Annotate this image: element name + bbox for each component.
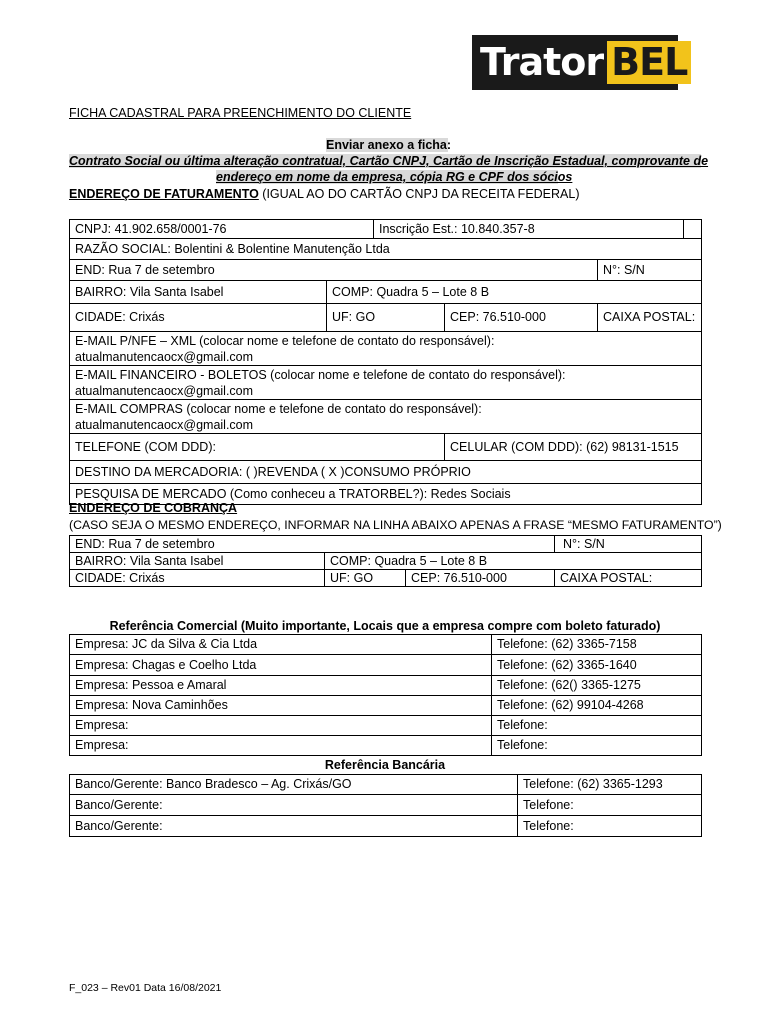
- attach-line-2: endereço em nome da empresa, cópia RG e CPF dos sócios: [216, 170, 573, 184]
- email-financeiro-label: E-MAIL FINANCEIRO - BOLETOS (colocar nome e telefone de contato do responsável):: [75, 368, 566, 382]
- commercial-table: [69, 634, 702, 756]
- commercial-empresa-1[interactable]: Empresa: JC da Silva & Cia Ltda: [70, 635, 492, 655]
- bank-gerente-3[interactable]: Banco/Gerente:: [70, 816, 518, 837]
- collection-number-field[interactable]: N°: S/N: [555, 536, 702, 553]
- email-compras-label: E-MAIL COMPRAS (colocar nome e telefone de contato do responsável):: [75, 402, 482, 416]
- billing-table: [69, 219, 702, 505]
- billing-caixa-field[interactable]: CAIXA POSTAL:: [598, 304, 702, 332]
- billing-cep-field[interactable]: CEP: 76.510-000: [445, 304, 598, 332]
- billing-address-field[interactable]: END: Rua 7 de setembro: [70, 260, 598, 281]
- collection-caixa-field[interactable]: CAIXA POSTAL:: [555, 570, 702, 587]
- ie-field[interactable]: Inscrição Est.: 10.840.357-8: [374, 220, 684, 239]
- bank-telefone-1[interactable]: Telefone: (62) 3365-1293: [518, 775, 702, 795]
- email-compras-field[interactable]: [70, 400, 702, 434]
- commercial-telefone-3[interactable]: Telefone: (62() 3365-1275: [492, 676, 702, 696]
- collection-cep-field[interactable]: CEP: 76.510-000: [406, 570, 555, 587]
- logo-text-bel: BEL: [607, 41, 691, 84]
- commercial-empresa-2[interactable]: Empresa: Chagas e Coelho Ltda: [70, 655, 492, 676]
- tratorbel-logo: [472, 35, 688, 90]
- billing-comp-field[interactable]: COMP: Quadra 5 – Lote 8 B: [327, 281, 702, 304]
- commercial-heading: Referência Comercial (Muito importante, Locais que a empresa compre com boleto faturado): [109, 619, 661, 633]
- collection-table: [69, 535, 702, 587]
- commercial-empresa-6[interactable]: Empresa:: [70, 736, 492, 756]
- bank-gerente-2[interactable]: Banco/Gerente:: [70, 795, 518, 816]
- commercial-telefone-2[interactable]: Telefone: (62) 3365-1640: [492, 655, 702, 676]
- email-nfe-value: atualmanutencaocx@gmail.com: [75, 350, 254, 364]
- billing-city-field[interactable]: CIDADE: Crixás: [70, 304, 327, 332]
- bank-telefone-2[interactable]: Telefone:: [518, 795, 702, 816]
- billing-heading-note: (IGUAL AO DO CARTÃO CNPJ DA RECEITA FEDERAL): [258, 187, 580, 201]
- celular-field[interactable]: CELULAR (COM DDD): (62) 98131-1515: [445, 434, 702, 461]
- commercial-telefone-1[interactable]: Telefone: (62) 3365-7158: [492, 635, 702, 655]
- razao-social-field[interactable]: RAZÃO SOCIAL: Bolentini & Bolentine Manutenção Ltda: [70, 239, 702, 260]
- destino-mercadoria-field[interactable]: DESTINO DA MERCADORIA: ( )REVENDA ( X )CONSUMO PRÓPRIO: [70, 461, 702, 484]
- billing-heading: ENDEREÇO DE FATURAMENTO: [69, 187, 259, 201]
- billing-heading-line: [69, 187, 580, 201]
- form-title: FICHA CADASTRAL PARA PREENCHIMENTO DO CLIENTE: [69, 106, 412, 120]
- collection-heading: ENDEREÇO DE COBRANÇA: [69, 501, 238, 515]
- attach-line-1: Contrato Social ou última alteração contratual, Cartão CNPJ, Cartão de Inscrição Estadual, comprovante de: [69, 154, 709, 168]
- cnpj-field[interactable]: CNPJ: 41.902.658/0001-76: [70, 220, 374, 239]
- footer-code: F_023 – Rev01 Data 16/08/2021: [69, 982, 222, 994]
- billing-number-field[interactable]: N°: S/N: [598, 260, 702, 281]
- collection-comp-field[interactable]: COMP: Quadra 5 – Lote 8 B: [325, 553, 702, 570]
- email-financeiro-field[interactable]: [70, 366, 702, 400]
- billing-uf-field[interactable]: UF: GO: [327, 304, 445, 332]
- commercial-telefone-6[interactable]: Telefone:: [492, 736, 702, 756]
- pesquisa-mercado-field[interactable]: PESQUISA DE MERCADO (Como conheceu a TRATORBEL?): Redes Sociais: [70, 484, 702, 505]
- bank-telefone-3[interactable]: Telefone:: [518, 816, 702, 837]
- bank-gerente-1[interactable]: Banco/Gerente: Banco Bradesco – Ag. Crixás/GO: [70, 775, 518, 795]
- collection-note: (CASO SEJA O MESMO ENDEREÇO, INFORMAR NA LINHA ABAIXO APENAS A FRASE “MESMO FATURAMENTO”): [69, 518, 722, 532]
- billing-bairro-field[interactable]: BAIRRO: Vila Santa Isabel: [70, 281, 327, 304]
- logo-text-trator: Trator: [480, 40, 604, 84]
- commercial-telefone-5[interactable]: Telefone:: [492, 716, 702, 736]
- collection-uf-field[interactable]: UF: GO: [325, 570, 406, 587]
- commercial-empresa-3[interactable]: Empresa: Pessoa e Amaral: [70, 676, 492, 696]
- attach-title: Enviar anexo a ficha:: [326, 138, 452, 152]
- bank-heading: Referência Bancária: [324, 758, 446, 772]
- ie-extra-cell: [684, 220, 702, 239]
- commercial-empresa-4[interactable]: Empresa: Nova Caminhões: [70, 696, 492, 716]
- commercial-empresa-5[interactable]: Empresa:: [70, 716, 492, 736]
- collection-city-field[interactable]: CIDADE: Crixás: [70, 570, 325, 587]
- email-compras-value: atualmanutencaocx@gmail.com: [75, 418, 254, 432]
- email-nfe-field[interactable]: [70, 332, 702, 366]
- commercial-telefone-4[interactable]: Telefone: (62) 99104-4268: [492, 696, 702, 716]
- collection-address-field[interactable]: END: Rua 7 de setembro: [70, 536, 555, 553]
- email-nfe-label: E-MAIL P/NFE – XML (colocar nome e telefone de contato do responsável):: [75, 334, 495, 348]
- telefone-field[interactable]: TELEFONE (COM DDD):: [70, 434, 445, 461]
- collection-bairro-field[interactable]: BAIRRO: Vila Santa Isabel: [70, 553, 325, 570]
- email-financeiro-value: atualmanutencaocx@gmail.com: [75, 384, 254, 398]
- bank-table: [69, 774, 702, 837]
